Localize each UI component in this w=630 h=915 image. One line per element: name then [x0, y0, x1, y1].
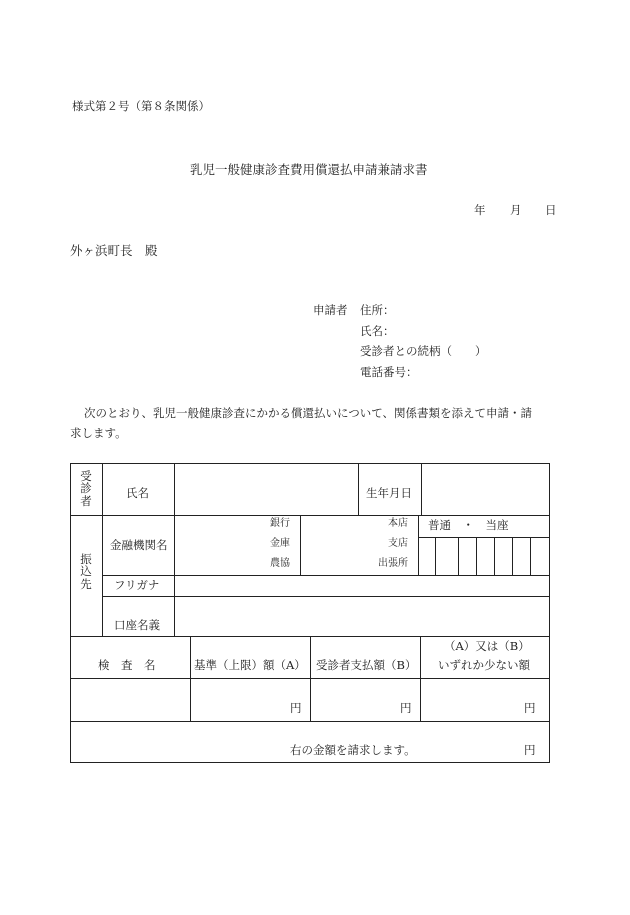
branch-type-shiten: 支店 [388, 538, 408, 549]
addressee: 外ヶ浜町長 殿 [70, 243, 158, 258]
table-border-right [549, 463, 550, 763]
table-divider [190, 636, 191, 721]
exam-name-label: 検 査 名 [98, 658, 156, 672]
standard-amount-label: 基準（上限）額（A） [194, 658, 306, 672]
table-divider [420, 636, 421, 721]
transfer-header-char: 先 [80, 576, 92, 591]
lesser-amount-yen: 円 [524, 701, 536, 715]
body-text-line-1: 次のとおり、乳児一般健康診査にかかる償還払いについて、関係書類を添えて申請・請 [84, 406, 533, 420]
transfer-header-char: 振 [80, 552, 92, 566]
applicant-label: 申請者 [313, 303, 348, 317]
account-holder-field[interactable] [175, 597, 548, 635]
table-divider [512, 537, 513, 575]
patient-header-char: 者 [80, 493, 92, 508]
birthdate-field[interactable] [422, 464, 548, 514]
bank-type-nokyo: 農協 [270, 558, 290, 569]
table-divider [310, 636, 311, 721]
form-number: 様式第２号（第８条関係） [72, 99, 210, 113]
table-divider [300, 515, 301, 575]
table-border-bottom [70, 762, 550, 763]
table-divider [494, 537, 495, 575]
table-divider [435, 537, 436, 575]
standard-amount-yen: 円 [290, 701, 302, 715]
patient-header-char: 診 [80, 481, 92, 496]
lesser-amount-label-2: いずれか少ない額 [438, 658, 530, 672]
name-label: 氏名： [360, 324, 395, 338]
table-divider [458, 537, 459, 575]
body-text-line-2: 求します。 [70, 426, 127, 440]
patient-header [80, 470, 92, 507]
address-label: 住所： [360, 303, 395, 317]
table-divider [70, 721, 550, 722]
birthdate-label: 生年月日 [366, 486, 412, 500]
patient-name-label: 氏名 [126, 486, 149, 500]
paid-amount-label: 受診者支払額（B） [316, 658, 417, 672]
furigana-label: フリガナ [114, 578, 160, 592]
account-holder-label: 口座名義 [114, 618, 160, 632]
table-divider [530, 537, 531, 575]
branch-type-honten: 本店 [388, 518, 408, 529]
furigana-field[interactable] [175, 576, 548, 595]
table-divider [418, 515, 419, 575]
table-divider [102, 463, 103, 636]
bank-type-ginko: 銀行 [270, 518, 290, 529]
request-form-table [70, 463, 550, 763]
bank-name-label: 金融機関名 [110, 538, 168, 552]
phone-label: 電話番号： [360, 365, 418, 379]
lesser-amount-label-1: （A）又は（B） [444, 639, 530, 653]
paid-amount-yen: 円 [400, 701, 412, 715]
table-divider [358, 463, 359, 515]
table-divider [70, 515, 550, 516]
account-type-label: 普通 ・ 当座 [428, 518, 509, 532]
exam-name-field[interactable] [71, 679, 189, 720]
request-text: 右の金額を請求します。 [290, 743, 416, 757]
transfer-header [80, 553, 92, 590]
transfer-header-char: 込 [80, 564, 92, 579]
table-divider [476, 537, 477, 575]
branch-type-shuchojo: 出張所 [378, 558, 408, 569]
page-title: 乳児一般健康診査費用償還払申請兼請求書 [190, 162, 428, 177]
date-year-label: 年 [474, 203, 486, 217]
relationship-label: 受診者との続柄（ ） [360, 344, 487, 358]
date-month-label: 月 [510, 203, 522, 217]
request-amount-yen: 円 [524, 743, 536, 757]
bank-type-kinko: 金庫 [270, 538, 290, 549]
patient-header-char: 受 [80, 469, 92, 483]
patient-name-field[interactable] [175, 464, 357, 514]
date-day-label: 日 [545, 203, 557, 217]
